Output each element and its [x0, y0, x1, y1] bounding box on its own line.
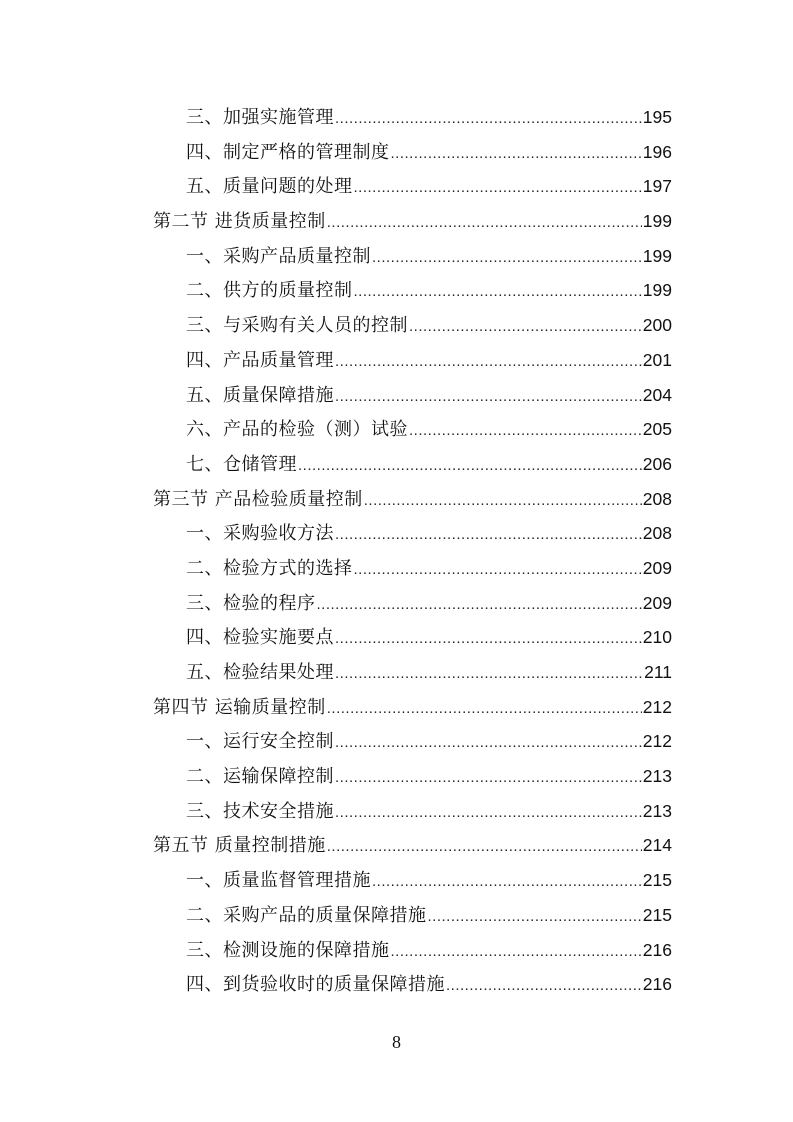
- page-number: 8: [392, 1032, 401, 1052]
- toc-item-row[interactable]: [0, 898, 793, 933]
- dot-leader: [335, 345, 642, 380]
- toc-title: 一、采购验收方法: [186, 523, 334, 545]
- dot-leader: [327, 692, 642, 727]
- toc-item-row[interactable]: [0, 620, 793, 655]
- dot-leader: [327, 206, 642, 241]
- toc-item-row[interactable]: [0, 863, 793, 898]
- dot-leader: [409, 414, 642, 449]
- toc-title: 二、供方的质量控制: [186, 280, 353, 302]
- toc-page-number: 209: [642, 592, 672, 613]
- toc-title: 一、采购产品质量控制: [186, 245, 371, 267]
- toc-item-row[interactable]: [0, 516, 793, 551]
- toc-page-number: 212: [642, 696, 672, 717]
- toc-item-row[interactable]: [0, 724, 793, 759]
- toc-page-number: 205: [642, 419, 672, 440]
- toc-page-number: 200: [642, 315, 672, 336]
- toc-page-number: 208: [642, 523, 672, 544]
- dot-leader: [354, 553, 642, 588]
- dot-leader: [335, 102, 642, 137]
- toc-entry: [186, 239, 672, 276]
- toc-title: 第四节 运输质量控制: [153, 696, 326, 718]
- toc-title: 二、运输保障控制: [186, 766, 334, 788]
- dot-leader: [335, 657, 643, 692]
- toc-page-number: 213: [642, 800, 672, 821]
- toc-entry: [186, 586, 672, 623]
- toc-title: 五、质量保障措施: [186, 384, 334, 406]
- toc-item-row[interactable]: [0, 135, 793, 170]
- dot-leader: [354, 275, 642, 310]
- toc-item-row[interactable]: [0, 586, 793, 621]
- toc-title: 一、质量监督管理措施: [186, 870, 371, 892]
- toc-item-row[interactable]: [0, 100, 793, 135]
- toc-page-number: 216: [642, 939, 672, 960]
- toc-page-number: 197: [642, 176, 672, 197]
- dot-leader: [364, 484, 642, 519]
- toc-page-number: 215: [642, 870, 672, 891]
- toc-item-row[interactable]: [0, 655, 793, 690]
- toc-entry: [186, 169, 672, 206]
- toc-entry: [186, 273, 672, 310]
- toc-entry: [186, 447, 672, 484]
- toc-section-row[interactable]: [0, 204, 793, 239]
- toc-section-row[interactable]: [0, 482, 793, 517]
- toc-page-number: 204: [642, 384, 672, 405]
- toc-title: 四、到货验收时的质量保障措施: [186, 974, 445, 996]
- toc-title: 二、采购产品的质量保障措施: [186, 904, 427, 926]
- toc-section-row[interactable]: [0, 828, 793, 863]
- toc-entry: [186, 933, 672, 970]
- toc-page-number: 211: [644, 662, 672, 682]
- toc-page-number: 214: [642, 835, 672, 856]
- toc-title: 三、加强实施管理: [186, 107, 334, 128]
- toc-title: 四、检验实施要点: [186, 627, 334, 649]
- toc-page-number: 199: [642, 280, 672, 301]
- toc-entry: [186, 378, 672, 415]
- toc-entry: [186, 724, 672, 761]
- toc-item-row[interactable]: [0, 308, 793, 343]
- dot-leader: [298, 449, 642, 484]
- toc-title: 六、产品的检验（测）试验: [186, 419, 408, 441]
- toc-title: 四、产品质量管理: [186, 349, 334, 371]
- toc-title: 一、运行安全控制: [186, 731, 334, 753]
- dot-leader: [335, 761, 642, 796]
- toc-item-row[interactable]: [0, 239, 793, 274]
- toc-title: 第三节 产品检验质量控制: [153, 488, 363, 510]
- dot-leader: [446, 969, 642, 1004]
- toc-page-number: 196: [642, 141, 672, 162]
- toc-page-number: 216: [642, 974, 672, 995]
- toc-title: 三、检测设施的保障措施: [186, 939, 390, 961]
- toc-entry: [186, 794, 672, 831]
- toc-entry: [186, 135, 672, 172]
- toc-page-number: 195: [642, 107, 672, 127]
- toc-item-row[interactable]: [0, 551, 793, 586]
- toc-title: 二、检验方式的选择: [186, 557, 353, 579]
- dot-leader: [327, 830, 642, 865]
- toc-entry: [153, 204, 672, 241]
- toc-entry: [153, 828, 672, 865]
- toc-title: 第五节 质量控制措施: [153, 835, 326, 857]
- toc-entry: [186, 967, 672, 1004]
- toc-item-row[interactable]: [0, 447, 793, 482]
- toc-entry: [153, 690, 672, 727]
- toc-title: 四、制定严格的管理制度: [186, 141, 390, 163]
- dot-leader: [335, 622, 642, 657]
- toc-page-number: 208: [642, 488, 672, 509]
- dot-leader: [409, 310, 642, 345]
- toc-item-row[interactable]: [0, 759, 793, 794]
- dot-leader: [372, 865, 642, 900]
- toc-entry: [153, 482, 672, 519]
- toc-section-row[interactable]: [0, 690, 793, 725]
- dot-leader: [354, 171, 642, 206]
- toc-page-number: 210: [642, 627, 672, 648]
- toc-page-number: 199: [642, 245, 672, 266]
- toc-page-number: 212: [642, 731, 672, 752]
- dot-leader: [372, 241, 642, 276]
- toc-entry: [186, 412, 672, 449]
- dot-leader: [317, 588, 642, 623]
- toc-entry: [186, 759, 672, 796]
- toc-page-number: 209: [642, 557, 672, 578]
- toc-entry: [186, 898, 672, 935]
- toc-item-row[interactable]: [0, 378, 793, 413]
- toc-entry: [186, 551, 672, 588]
- toc-page-number: 215: [642, 904, 672, 925]
- toc-entry: [186, 100, 672, 137]
- toc-page-number: 201: [642, 349, 672, 370]
- toc-entry: [186, 620, 672, 657]
- toc-title: 七、仓储管理: [186, 453, 297, 475]
- toc-entry: [186, 308, 672, 345]
- toc-entry: [186, 343, 672, 380]
- toc-title: 第二节 进货质量控制: [153, 211, 326, 233]
- toc-item-row[interactable]: [0, 933, 793, 968]
- dot-leader: [335, 796, 642, 831]
- toc-title: 三、与采购有关人员的控制: [186, 315, 408, 337]
- table-of-contents: [0, 100, 793, 1002]
- dot-leader: [391, 935, 642, 970]
- toc-page-number: 199: [642, 211, 672, 232]
- toc-entry: [186, 516, 672, 553]
- toc-item-row[interactable]: [0, 169, 793, 204]
- toc-entry: [186, 655, 672, 692]
- dot-leader: [335, 380, 642, 415]
- toc-entry: [186, 863, 672, 900]
- toc-item-row[interactable]: [0, 343, 793, 378]
- dot-leader: [335, 726, 642, 761]
- dot-leader: [335, 518, 642, 553]
- toc-page-number: 213: [642, 766, 672, 787]
- toc-title: 五、检验结果处理: [186, 662, 334, 683]
- toc-item-row[interactable]: [0, 412, 793, 447]
- toc-title: 三、技术安全措施: [186, 800, 334, 822]
- toc-title: 三、检验的程序: [186, 592, 316, 614]
- dot-leader: [391, 137, 642, 172]
- toc-title: 五、质量问题的处理: [186, 176, 353, 198]
- toc-item-row[interactable]: [0, 273, 793, 308]
- dot-leader: [428, 900, 642, 935]
- toc-item-row[interactable]: [0, 967, 793, 1002]
- toc-page-number: 206: [642, 453, 672, 474]
- toc-item-row[interactable]: [0, 794, 793, 829]
